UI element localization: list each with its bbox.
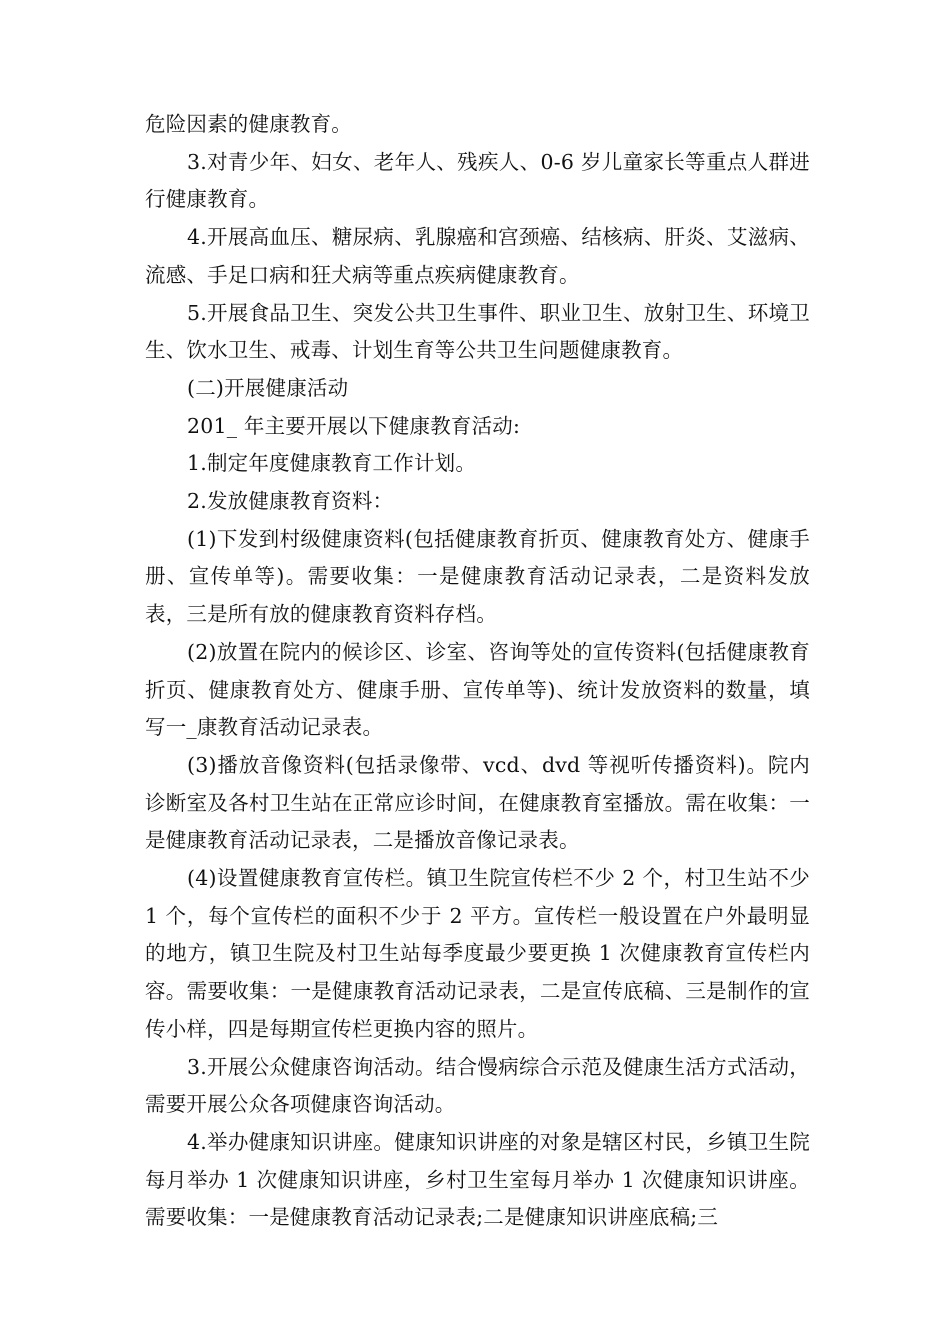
- paragraph-13: 3.开展公众健康咨询活动。结合慢病综合示范及健康生活方式活动，需要开展公众各项健康咨询活动。: [145, 1054, 810, 1117]
- paragraph-7: 1.制定年度健康教育工作计划。: [187, 451, 477, 476]
- paragraph-1: 危险因素的健康教育。: [145, 112, 352, 136]
- paragraph-12: (4)设置健康教育宣传栏。镇卫生院宣传栏不少 2 个，村卫生站不少 1 个，每个宣传栏的面积不少于 2 平方。宣传栏一般设置在户外最明显的地方，镇卫生院及村卫生站每季度最少要更换 1 次健康教育宣传栏内容。需要收集：一是健康教育活动记录表，二是宣传底稿、三是制作的宣传小样，四是每期宣传栏更换内容的照片。: [145, 866, 810, 1041]
- paragraph-3: 4.开展高血压、糖尿病、乳腺癌和宫颈癌、结核病、肝炎、艾滋病、流感、手足口病和狂犬病等重点疾病健康教育。: [145, 225, 810, 287]
- paragraph-6: 201_ 年主要开展以下健康教育活动:: [187, 413, 521, 438]
- paragraph-4: 5.开展食品卫生、突发公共卫生事件、职业卫生、放射卫生、环境卫生、饮水卫生、戒毒、计划生育等公共卫生问题健康教育。: [145, 300, 810, 363]
- section-heading: (二)开展健康活动: [187, 375, 349, 400]
- paragraph-11: (3)播放音像资料(包括录像带、vcd、dvd 等视听传播资料)。院内诊断室及各村卫生站在正常应诊时间，在健康教育室播放。需在收集：一是健康教育活动记录表，二是播放音像记录表。: [145, 752, 810, 853]
- paragraph-14: 4.举办健康知识讲座。健康知识讲座的对象是辖区村民，乡镇卫生院每月举办 1 次健康知识讲座，乡村卫生室每月举办 1 次健康知识讲座。需要收集：一是健康教育活动记录表;二是健康知识讲座底稿;三: [145, 1129, 810, 1230]
- paragraph-2: 3.对青少年、妇女、老年人、残疾人、0-6 岁儿童家长等重点人群进行健康教育。: [145, 149, 810, 212]
- paragraph-9: (1)下发到村级健康资料(包括健康教育折页、健康教育处方、健康手册、宣传单等)。需要收集：一是健康教育活动记录表，二是资料发放表，三是所有放的健康教育资料存档。: [145, 526, 810, 627]
- document-body: [145, 106, 810, 1237]
- paragraph-10: (2)放置在院内的候诊区、诊室、咨询等处的宣传资料(包括健康教育折页、健康教育处方、健康手册、宣传单等)、统计发放资料的数量，填写一_康教育活动记录表。: [145, 639, 810, 740]
- paragraph-8: 2.发放健康教育资料：: [187, 489, 394, 514]
